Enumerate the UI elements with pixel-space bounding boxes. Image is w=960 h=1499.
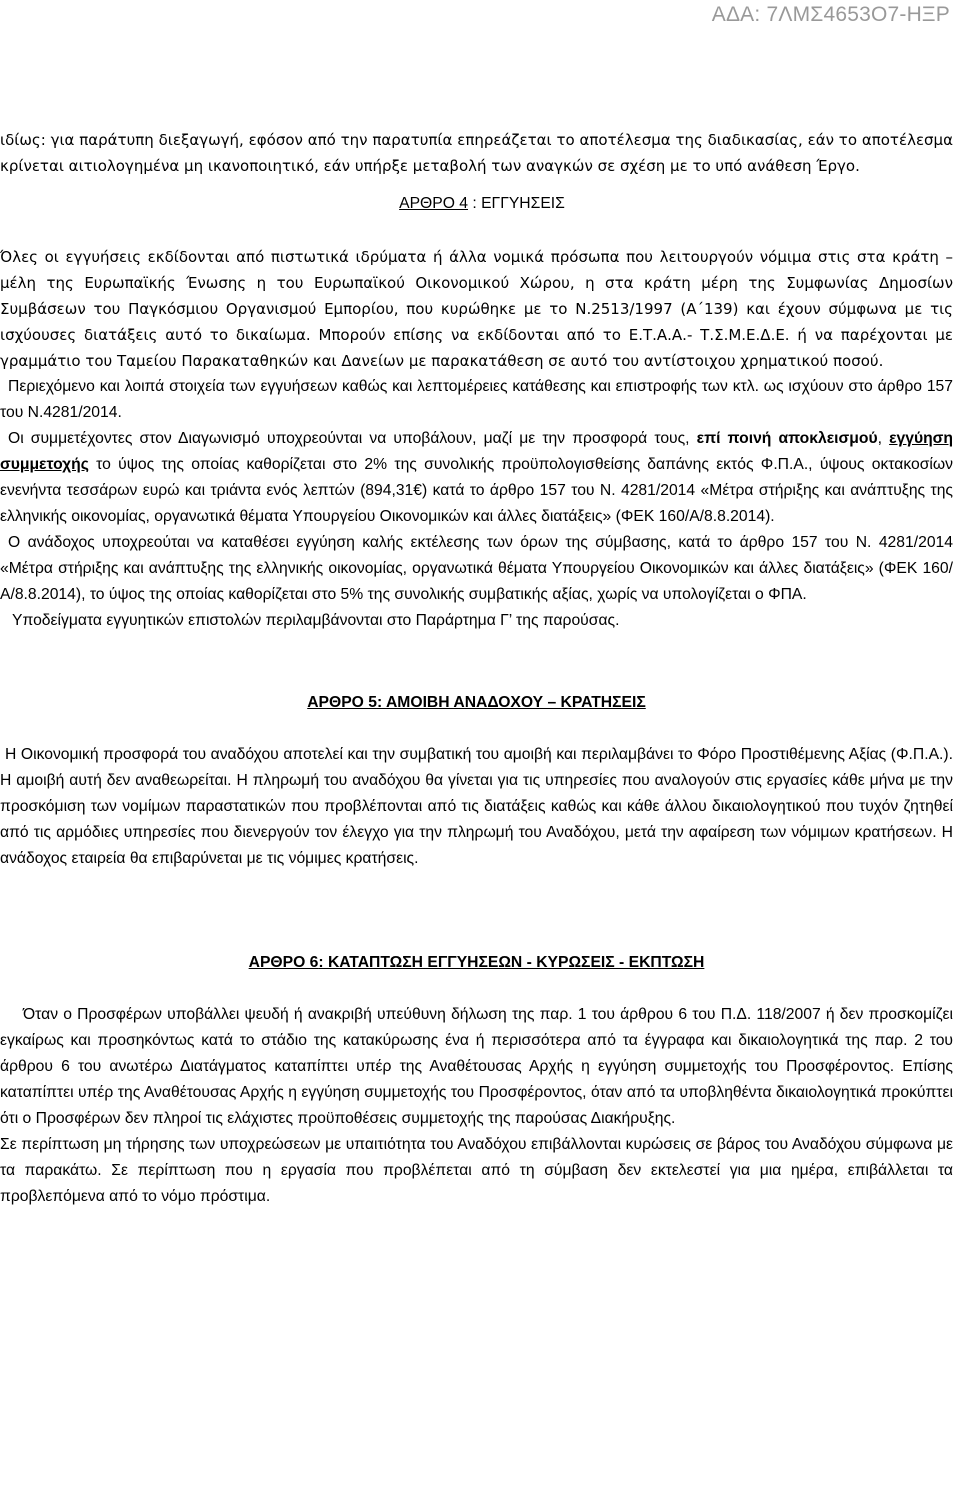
p3-start: Οι συμμετέχοντες στον Διαγωνισμό υποχρεούνται να υποβάλουν, μαζί με την προσφορά τους, (8, 430, 697, 447)
article-4-paragraph-5: Υποδείγματα εγγυητικών επιστολών περιλαμβάνονται στο Παράρτημα Γ’ της παρούσας. (12, 612, 620, 629)
article-5-heading (0, 690, 953, 716)
article-4-number: ΑΡΘΡΟ 4 (399, 195, 469, 212)
article-6-heading (0, 950, 953, 976)
article-4-paragraph-4: Ο ανάδοχος υποχρεούται να καταθέσει εγγύηση καλής εκτέλεσης των όρων της σύμβασης, κατά το άρθρο 157 του Ν. 4281/2014 «Μέτρα στήριξης και ανάπτυξης της ελληνικής οικονομίας, οργανωτικά θέματα Υπουργείου Οικονομικών και άλλες διατάξεις» (ΦΕΚ 160/Α/8.8.2014), το ύψος της οποίας καθορίζεται στο 5% της συνολικής συμβατικής αξίας, χωρίς να υπολογίζεται ο ΦΠΑ. (0, 534, 953, 603)
article-5-paragraph-1: Η Οικονομική προσφορά του αναδόχου αποτελεί και την συμβατική του αμοιβή και περιλαμβάνει το Φόρο Προστιθέμενης Αξίας (Φ.Π.Α.). Η αμοιβή αυτή δεν αναθεωρείται. Η πληρωμή του αναδόχου θα γίνεται για τις υπηρεσίες που αναλογούν στις εργασίες κάθε μήνα με την προσκόμιση των νομίμων παραστατικών που προβλέπονται από τις διατάξεις καθώς και κάθε άλλου δικαιολογητικού που τυχόν ζητηθεί από τις αρμόδιες υπηρεσίες που διενεργούν τον έλεγχο για την πληρωμή του Αναδόχου, μετά την αφαίρεση των νόμιμων κρατήσεων. Η ανάδοχος εταιρεία θα επιβαρύνεται με τις νόμιμες κρατήσεις. (0, 746, 953, 867)
p3-comma: , (877, 430, 890, 447)
intro-paragraph: ιδίως: για παράτυπη διεξαγωγή, εφόσον από την παρατυπία επηρεάζεται το αποτέλεσμα της διαδικασίας, εάν το αποτέλεσμα κρίνεται αιτιολογημένα μη ικανοποιητικό, εάν υπήρξε μεταβολή των αναγκών σε σχέση με το υπό ανάθεση Έργο. (0, 131, 953, 175)
document-page (0, 127, 953, 1210)
article-4-heading (0, 191, 953, 217)
article-4-paragraph-2: Περιεχόμενο και λοιπά στοιχεία των εγγυήσεων καθώς και λεπτομέρειες κατάθεσης και επιστροφής των κτλ. ως ισχύουν στο άρθρο 157 του Ν.4281/2014. (0, 378, 953, 421)
article-5-number: ΑΡΘΡΟ 5 (307, 694, 377, 711)
article-5-title: : ΑΜΟΙΒΗ ΑΝΑΔΟΧΟΥ – ΚΡΑΤΗΣΕΙΣ (376, 694, 646, 711)
article-4-title: : ΕΓΓΥΗΣΕΙΣ (468, 195, 565, 212)
article-4-paragraph-1: Όλες οι εγγυήσεις εκδίδονται από πιστωτικά ιδρύματα ή άλλα νομικά πρόσωπα που λειτουργούν νόμιμα στις στα κράτη – μέλη της Ευρωπαϊκής Ένωσης η του Ευρωπαϊκού Οικονομικού Χώρου, η στα κράτη μέρη της Συμφωνίας Δημοσίων Συμβάσεων του Παγκόσμιου Οργανισμού Εμπορίου, που κυρώθηκε με το Ν.2513/1997 (Α΄139) και έχουν σύμφωνα με τις ισχύουσες διατάξεις αυτό το δικαίωμα. Μπορούν επίσης να εκδίδονται από το Ε.Τ.Α.Α.- Τ.Σ.Μ.Ε.Δ.Ε. ή να παρέχονται με γραμμάτιο του Ταμείου Παρακαταθηκών και Δανείων με παρακατάθεση σε αυτό του αντίστοιχου χρηματικού ποσού. (0, 248, 953, 370)
ada-code: ΑΔΑ: 7ΛΜΣ4653Ο7-ΗΞΡ (711, 3, 950, 26)
article-6-paragraph-2: Σε περίπτωση μη τήρησης των υποχρεώσεων με υπαιτιότητα του Αναδόχου επιβάλλονται κυρώσεις σε βάρος του Αναδόχου σύμφωνα με τα παρακάτω. Σε περίπτωση που η εργασία που προβλέπεται από τη σύμβαση δεν εκτελεστεί για μια ημέρα, επιβάλλεται τα προβλεπόμενα από το νόμο πρόστιμα. (0, 1136, 953, 1205)
article-4-paragraph-3 (0, 426, 953, 530)
article-6-number: ΑΡΘΡΟ 6 (248, 954, 319, 971)
article-6-paragraph-1: Όταν ο Προσφέρων υποβάλλει ψευδή ή ανακριβή υπεύθυνη δήλωση της παρ. 1 του άρθρου 6 του Π.Δ. 118/2007 ή δεν προσκομίζει εγκαίρως και προσηκόντως κατά το στάδιο της κατακύρωσης ένα ή περισσότερα από τα έγγραφα και δικαιολογητικά της παρ. 2 του άρθρου 6 του ανωτέρω Διατάγματος καταπίπτει υπέρ της Αναθέτουσας Αρχής η εγγύηση συμμετοχής του Προσφέροντος. Επίσης καταπίπτει υπέρ της Αναθέτουσας Αρχής η εγγύηση συμμετοχής του Προσφέροντος, όταν από τα υποβληθέντα δικαιολογητικά προκύπτει ότι ο Προσφέρων δεν πληροί τις ελάχιστες προϋποθέσεις συμμετοχής της παρούσας Διακήρυξης. (0, 1006, 953, 1127)
p3-bold-guarantee: εγγύηση συμμετοχής (0, 430, 953, 473)
p3-end: το ύψος της οποίας καθορίζεται στο 2% της συνολικής προϋπολογισθείσης δαπάνης εκτός Φ.Π.Α., ύψους οκτακοσίων ενενήντα τεσσάρων ευρώ και τριάντα ενός λεπτών (894,31€) κατά το άρθρο 157 του Ν. 4281/2014 «Μέτρα στήριξης και ανάπτυξης της ελληνικής οικονομίας, οργανωτικά θέματα Υπουργείου Οικονομικών και άλλες διατάξεις» (ΦΕΚ 160/Α/8.8.2014). (0, 456, 953, 525)
article-6-title: : ΚΑΤΑΠΤΩΣΗ ΕΓΓΥΗΣΕΩΝ - ΚΥΡΩΣΕΙΣ - ΕΚΠΤΩΣΗ (318, 954, 705, 971)
p3-bold-exclusion: επί ποινή αποκλεισμού (696, 430, 878, 447)
